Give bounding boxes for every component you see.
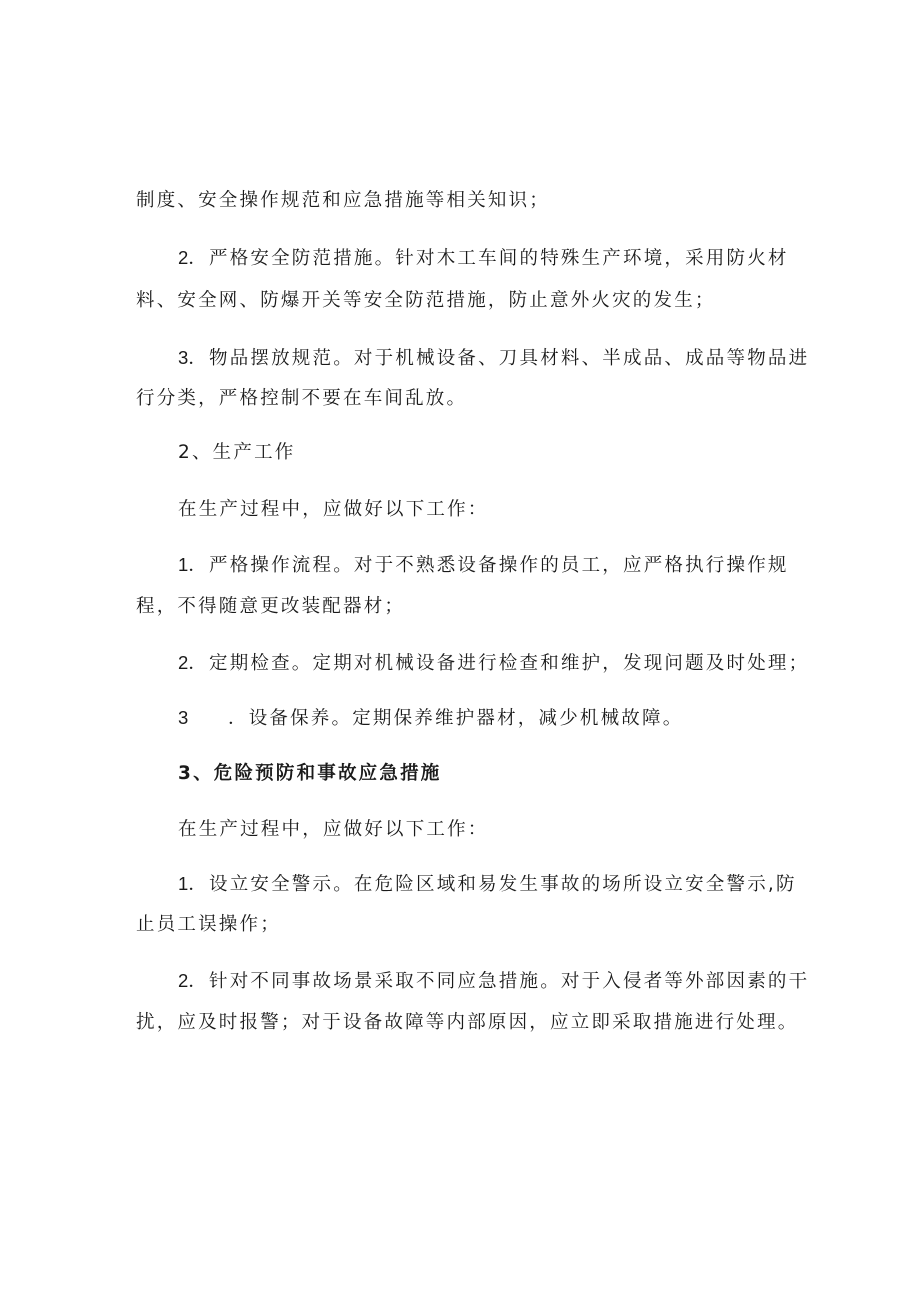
text: ．定期检查。定期对机械设备进行检查和维护，发现问题及时处理； xyxy=(188,653,810,674)
text: ．严格操作流程。对于不熟悉设备操作的员工，应严格执行操作规 xyxy=(188,555,789,576)
list-item-line xyxy=(178,705,683,732)
list-number: 2 xyxy=(178,247,189,268)
text: 3、危险预防和事故应急措施 xyxy=(178,763,442,784)
list-number: 1 xyxy=(178,554,189,575)
section-heading xyxy=(178,440,295,466)
list-item-line xyxy=(178,345,809,372)
text: 程，不得随意更改装配器材； xyxy=(136,596,406,617)
paragraph-line xyxy=(136,912,281,938)
paragraph-line xyxy=(178,817,489,843)
text: 料、安全网、防爆开关等安全防范措施，防止意外火灾的发生； xyxy=(136,290,716,311)
list-number: 2 xyxy=(178,970,189,991)
list-number: 2 xyxy=(178,652,189,673)
text: ．物品摆放规范。对于机械设备、刀具材料、半成品、成品等物品进 xyxy=(188,348,810,369)
text: 在生产过程中，应做好以下工作： xyxy=(178,819,489,840)
text: 扰，应及时报警；对于设备故障等内部原因，应立即采取措施进行处理。 xyxy=(136,1012,799,1033)
text: ．设备保养。定期保养维护器材，减少机械故障。 xyxy=(228,708,684,729)
list-number: 3 xyxy=(178,707,189,728)
text: 止员工误操作； xyxy=(136,914,281,935)
text: 行分类，严格控制不要在车间乱放。 xyxy=(136,388,468,409)
text: ．针对不同事故场景采取不同应急措施。对于入侵者等外部因素的干 xyxy=(188,971,810,992)
text: ．设立安全警示。在危险区域和易发生事故的场所设立安全警示,防 xyxy=(188,874,797,895)
list-item-line xyxy=(178,552,789,579)
list-number: 3 xyxy=(178,347,189,368)
list-item-line xyxy=(178,871,797,898)
text: ．严格安全防范措施。针对木工车间的特殊生产环境，采用防火材 xyxy=(188,248,789,269)
section-heading xyxy=(178,761,441,787)
list-number: 1 xyxy=(178,873,189,894)
paragraph-line xyxy=(136,188,550,214)
text: 在生产过程中，应做好以下工作： xyxy=(178,499,489,520)
list-item-line xyxy=(178,650,809,677)
list-item-line xyxy=(178,968,809,995)
paragraph-line xyxy=(136,1010,798,1036)
paragraph-line xyxy=(178,497,489,523)
paragraph-line xyxy=(136,386,467,412)
list-item-line xyxy=(178,245,789,272)
paragraph-line xyxy=(136,594,405,620)
text: 2、生产工作 xyxy=(178,442,296,463)
paragraph-line xyxy=(136,288,716,314)
text: 制度、安全操作规范和应急措施等相关知识； xyxy=(136,190,551,211)
